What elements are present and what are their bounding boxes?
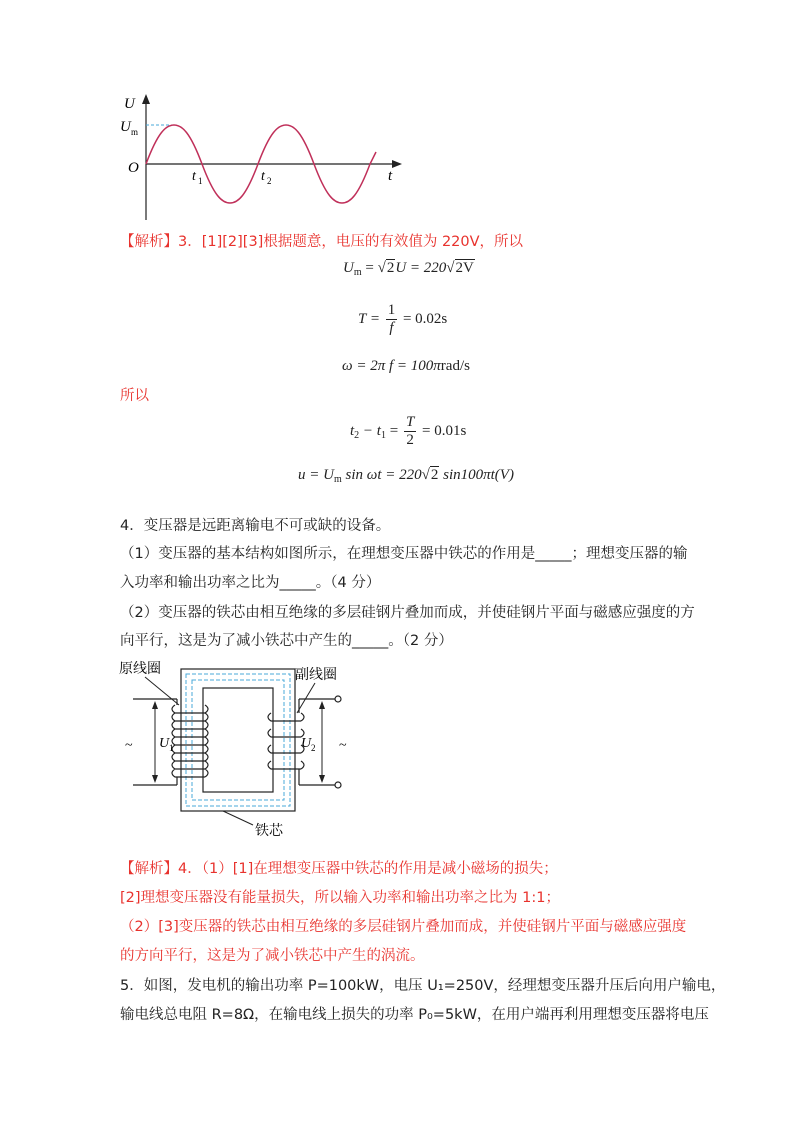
q4-p2-line2: 向平行，这是为了减小铁芯中产生的_____。（2 分） (120, 633, 453, 649)
t1-label: t (192, 169, 196, 184)
core-inner (203, 688, 273, 792)
t1-sub: 1 (198, 176, 203, 186)
origin-label: O (128, 160, 139, 176)
secondary-label: 副线圈 (295, 667, 337, 683)
u2-sub: 2 (311, 743, 316, 753)
x-axis-arrow (392, 160, 402, 168)
y-axis-arrow (142, 94, 150, 104)
q4-p1-line1: （1）变压器的基本结构如图所示，在理想变压器中铁芯的作用是_____；理想变压器的输 (120, 546, 688, 562)
analysis3-suoyi: 所以 (120, 388, 149, 404)
analysis4-line1: 【解析】4．（1）[1]在理想变压器中铁芯的作用是减小磁场的损失； (120, 861, 558, 877)
q5-line2: 输电线总电阻 R=8Ω，在输电线上损失的功率 P₀=5kW，在用户端再利用理想变压器将电压 (120, 1007, 709, 1023)
secondary-terminal-bottom (335, 782, 341, 788)
q4-title: 4．变压器是远距离输电不可或缺的设备。 (120, 518, 391, 534)
u1-label: U (159, 736, 170, 751)
core-label: 铁芯 (255, 823, 283, 839)
axis-um-sub: m (131, 127, 139, 137)
u2-label: U (301, 736, 312, 751)
q4-p2-line1: （2）变压器的铁芯由相互绝缘的多层硅钢片叠加而成，并使硅钢片平面与磁感应强度的方 (120, 605, 695, 621)
q4-p1-line2: 入功率和输出功率之比为_____。（4 分） (120, 575, 381, 591)
axis-um-label: U (120, 119, 131, 135)
t2-sub: 2 (267, 176, 272, 186)
analysis3-eq1: $U_m = √2U = 220√2V$ (343, 260, 474, 278)
axis-t-label: t (388, 168, 393, 184)
analysis3-eq2: T = $\frac{1}{f}$ = 0.02s (358, 302, 448, 336)
analysis3-eq5: $u = U_m$ sin ωt = 220√2 sin100πt(V) (298, 467, 514, 485)
secondary-terminal-top (335, 696, 341, 702)
t2-label: t (261, 169, 265, 184)
axis-u-label: U (124, 96, 135, 112)
core-pointer (223, 811, 253, 825)
analysis3-eq3: ω = 2π f = 100πrad/s (342, 358, 470, 374)
ac-symbol-right: ~ (339, 738, 347, 753)
secondary-pointer (297, 683, 315, 713)
ac-symbol-left: ~ (125, 738, 133, 753)
transformer-diagram (115, 655, 370, 845)
analysis3-eq4: $t_2 - t_1$ = $\frac{T}{2}$ = 0.01s (350, 414, 467, 448)
primary-label: 原线圈 (119, 661, 161, 677)
sine-wave-graph (110, 92, 410, 227)
q5-line1: 5．如图，发电机的输出功率 P=100kW，电压 U₁=250V，经理想变压器升压后向用户输电， (120, 978, 726, 994)
analysis4-line2: [2]理想变压器没有能量损失，所以输入功率和输出功率之比为 1:1； (120, 890, 560, 906)
analysis4-line3: （2）[3]变压器的铁芯由相互绝缘的多层硅钢片叠加而成，并使硅钢片平面与磁感应强度 (120, 919, 687, 935)
primary-pointer (145, 677, 179, 705)
analysis4-line4: 的方向平行，这是为了减小铁芯中产生的涡流。 (120, 948, 425, 964)
analysis3-header: 【解析】3．[1][2][3]根据题意，电压的有效值为 220V，所以 (120, 234, 524, 250)
u1-sub: 1 (169, 743, 174, 753)
